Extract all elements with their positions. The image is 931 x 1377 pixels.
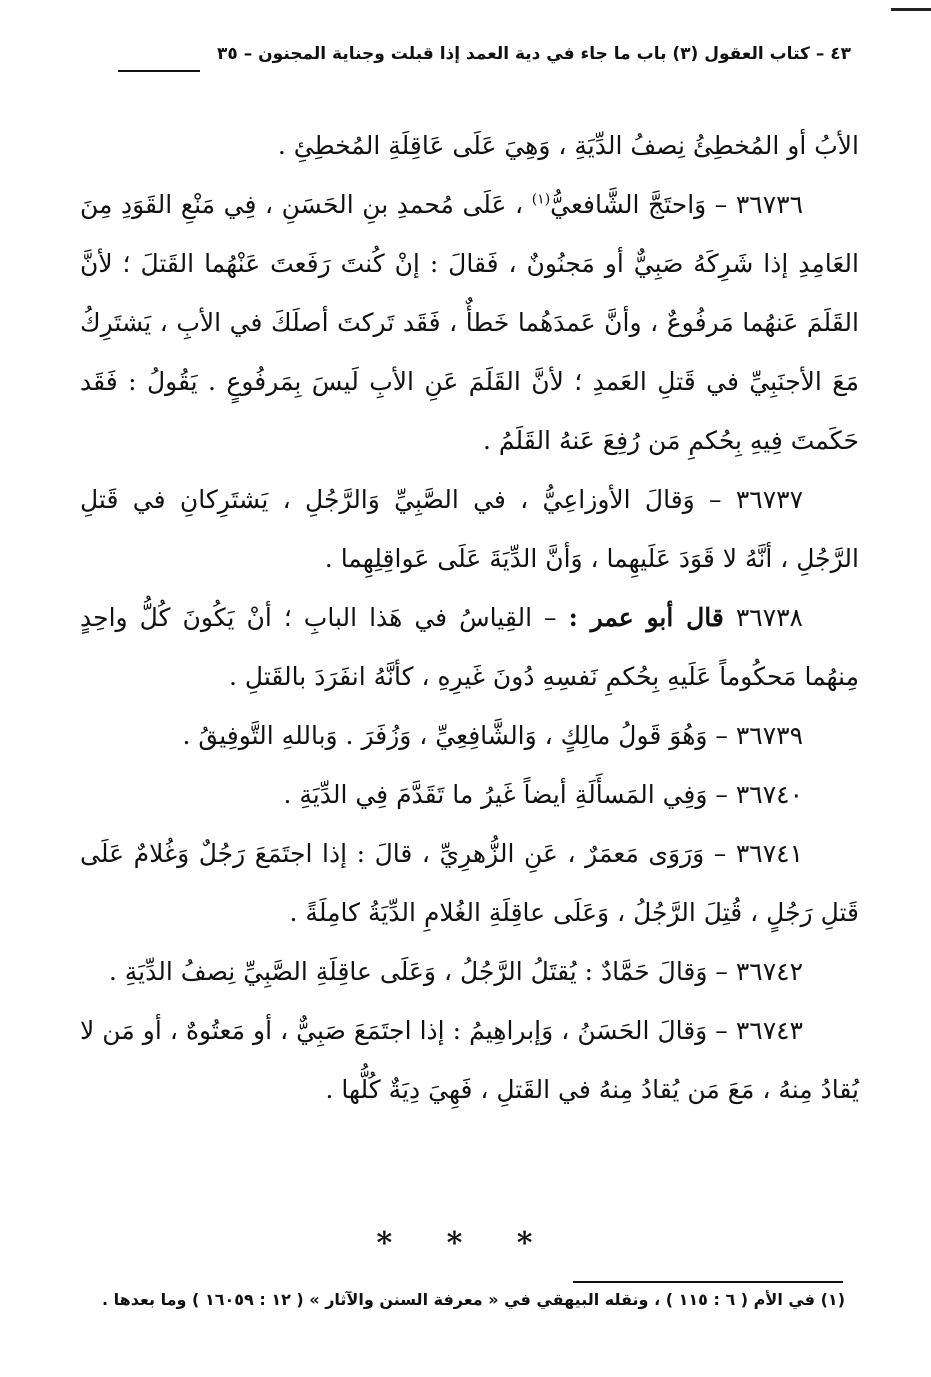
paragraph-number: ٣٦٧٤٠: [735, 780, 803, 809]
paragraph-36742: [80, 942, 859, 1001]
main-text: [80, 116, 859, 1119]
paragraph-number: ٣٦٧٣٧: [735, 485, 803, 514]
paragraph-36740: [80, 765, 859, 824]
paragraph-text: – وَهُوَ قَولُ مالِكٍ ، وَالشَّافِعِيِّ ، وَزُفَرَ . وَباللهِ التَّوفِيقُ .: [182, 721, 728, 750]
footnote-reference: (١): [531, 191, 551, 208]
section-separator: * * *: [376, 1226, 555, 1261]
paragraph-36743: [80, 1001, 859, 1119]
paragraph-text: الأبُ أو المُخطِئُ نِصفُ الدِّيَةِ ، وَهِيَ عَلَى عَاقِلَةِ المُخطِئِ .: [277, 131, 859, 160]
paragraph-number: ٣٦٧٤٢: [735, 957, 803, 986]
running-header: [118, 44, 851, 80]
paragraph-36737: [80, 470, 859, 588]
page-edge-mark: [891, 8, 931, 11]
paragraph-continuation: [80, 116, 859, 175]
paragraph-text: – القِياسُ في هَذا البابِ ؛ أنْ يَكُونَ كُلُّ واحِدٍ مِنهُما مَحكُوماً عَلَيهِ بِحُكمِ نَفسِهِ دُونَ غَيرِهِ ، كأنَّهُ انفَرَدَ بالقَتلِ .: [80, 603, 859, 691]
paragraph-36738: [80, 588, 859, 706]
paragraph-text: ، عَلَى مُحمدِ بنِ الحَسَنِ ، فِي مَنْعِ القَوَدِ مِنَ العَامِدِ إذا شَرِكَهُ صَبِيٌّ أو مَجنُونٌ ، فَقالَ : إنْ كُنتَ رَفَعتَ عَنْهُما القَتلَ ؛ لأنَّ القَلَمَ عَنهُما مَرفُوعٌ ، وأنَّ عَمدَهُما خَطأٌ ، فَقَد تَركتَ أصلَكَ في الأبِ ، يَشتَرِكُ مَعَ الأجنَبِيِّ في قَتلِ العَمدِ ؛ لأنَّ القَلَمَ عَنِ الأبِ لَيسَ بِمَرفُوعٍ . يَقُولُ : فَقَد حَكَمتَ فِيهِ بِحُكمِ مَن رُفِعَ عَنهُ القَلَمُ .: [80, 190, 859, 455]
header-title: ٤٣ – كتاب العقول (٣) باب ما جاء في دية العمد إذا قبلت وجناية المجنون – ٣٥: [217, 44, 851, 64]
paragraph-text: – وَقالَ الأوزاعِيُّ ، في الصَّبِيِّ وَالرَّجُلِ ، يَشتَرِكانِ في قَتلِ الرَّجُلِ ، أنَّهُ لا قَوَدَ عَلَيهِما ، وَأنَّ الدِّيَةَ عَلَى عَواقِلِهِما .: [80, 485, 859, 573]
paragraph-text: – وَقالَ الحَسَنُ ، وَإبراهِيمُ : إذا اجتَمَعَ صَبِيٌّ ، أو مَعتُوهٌ ، أو مَن لا يُقادُ مِنهُ ، مَعَ مَن يُقادُ مِنهُ في القَتلِ ، فَهِيَ دِيَةٌ كُلُّها .: [80, 1016, 859, 1104]
footnote-rule: [573, 1281, 843, 1283]
paragraph-number: ٣٦٧٣٨: [735, 603, 803, 632]
footnote-text: ( ٦ : ١١٥ ) ، ونقله البيهقي في « معرفة السنن والآثار » ( ١٢ : ١٦٠٥٩ ) وما بعدها .: [102, 1290, 749, 1309]
paragraph-number: ٣٦٧٤٣: [735, 1016, 803, 1045]
header-rule: [118, 70, 200, 72]
footnote-source: في الأم: [753, 1290, 816, 1309]
speaker-label: قال أبو عمر :: [568, 603, 724, 632]
paragraph-text: – وَرَوَى مَعمَرٌ ، عَنِ الزُّهرِيِّ ، قالَ : إذا اجتَمَعَ رَجُلٌ وَغُلامٌ عَلَى قَتلِ رَجُلٍ ، قُتِلَ الرَّجُلُ ، وَعَلَى عاقِلَةِ الغُلامِ الدِّيَةُ كامِلَةً .: [80, 839, 859, 927]
paragraph-text: – وَفِي المَسأَلَةِ أيضاً غَيرُ ما تَقَدَّمَ فِي الدِّيَةِ .: [283, 780, 728, 809]
paragraph-text: – وَقالَ حَمَّادٌ : يُقتَلُ الرَّجُلُ ، وَعَلَى عاقِلَةِ الصَّبِيِّ نِصفُ الدِّيَةِ .: [108, 957, 728, 986]
paragraph-text-before-footnote: – وَاحتَجَّ الشَّافعيُّ: [550, 190, 728, 219]
paragraph-36739: [80, 706, 859, 765]
footnote-marker: (١): [820, 1290, 845, 1309]
footnote: [84, 1290, 845, 1309]
paragraph-number: ٣٦٧٣٩: [735, 721, 803, 750]
paragraph-number: ٣٦٧٤١: [735, 839, 803, 868]
paragraph-36736: [80, 175, 859, 470]
paragraph-36741: [80, 824, 859, 942]
paragraph-number: ٣٦٧٣٦: [735, 190, 803, 219]
